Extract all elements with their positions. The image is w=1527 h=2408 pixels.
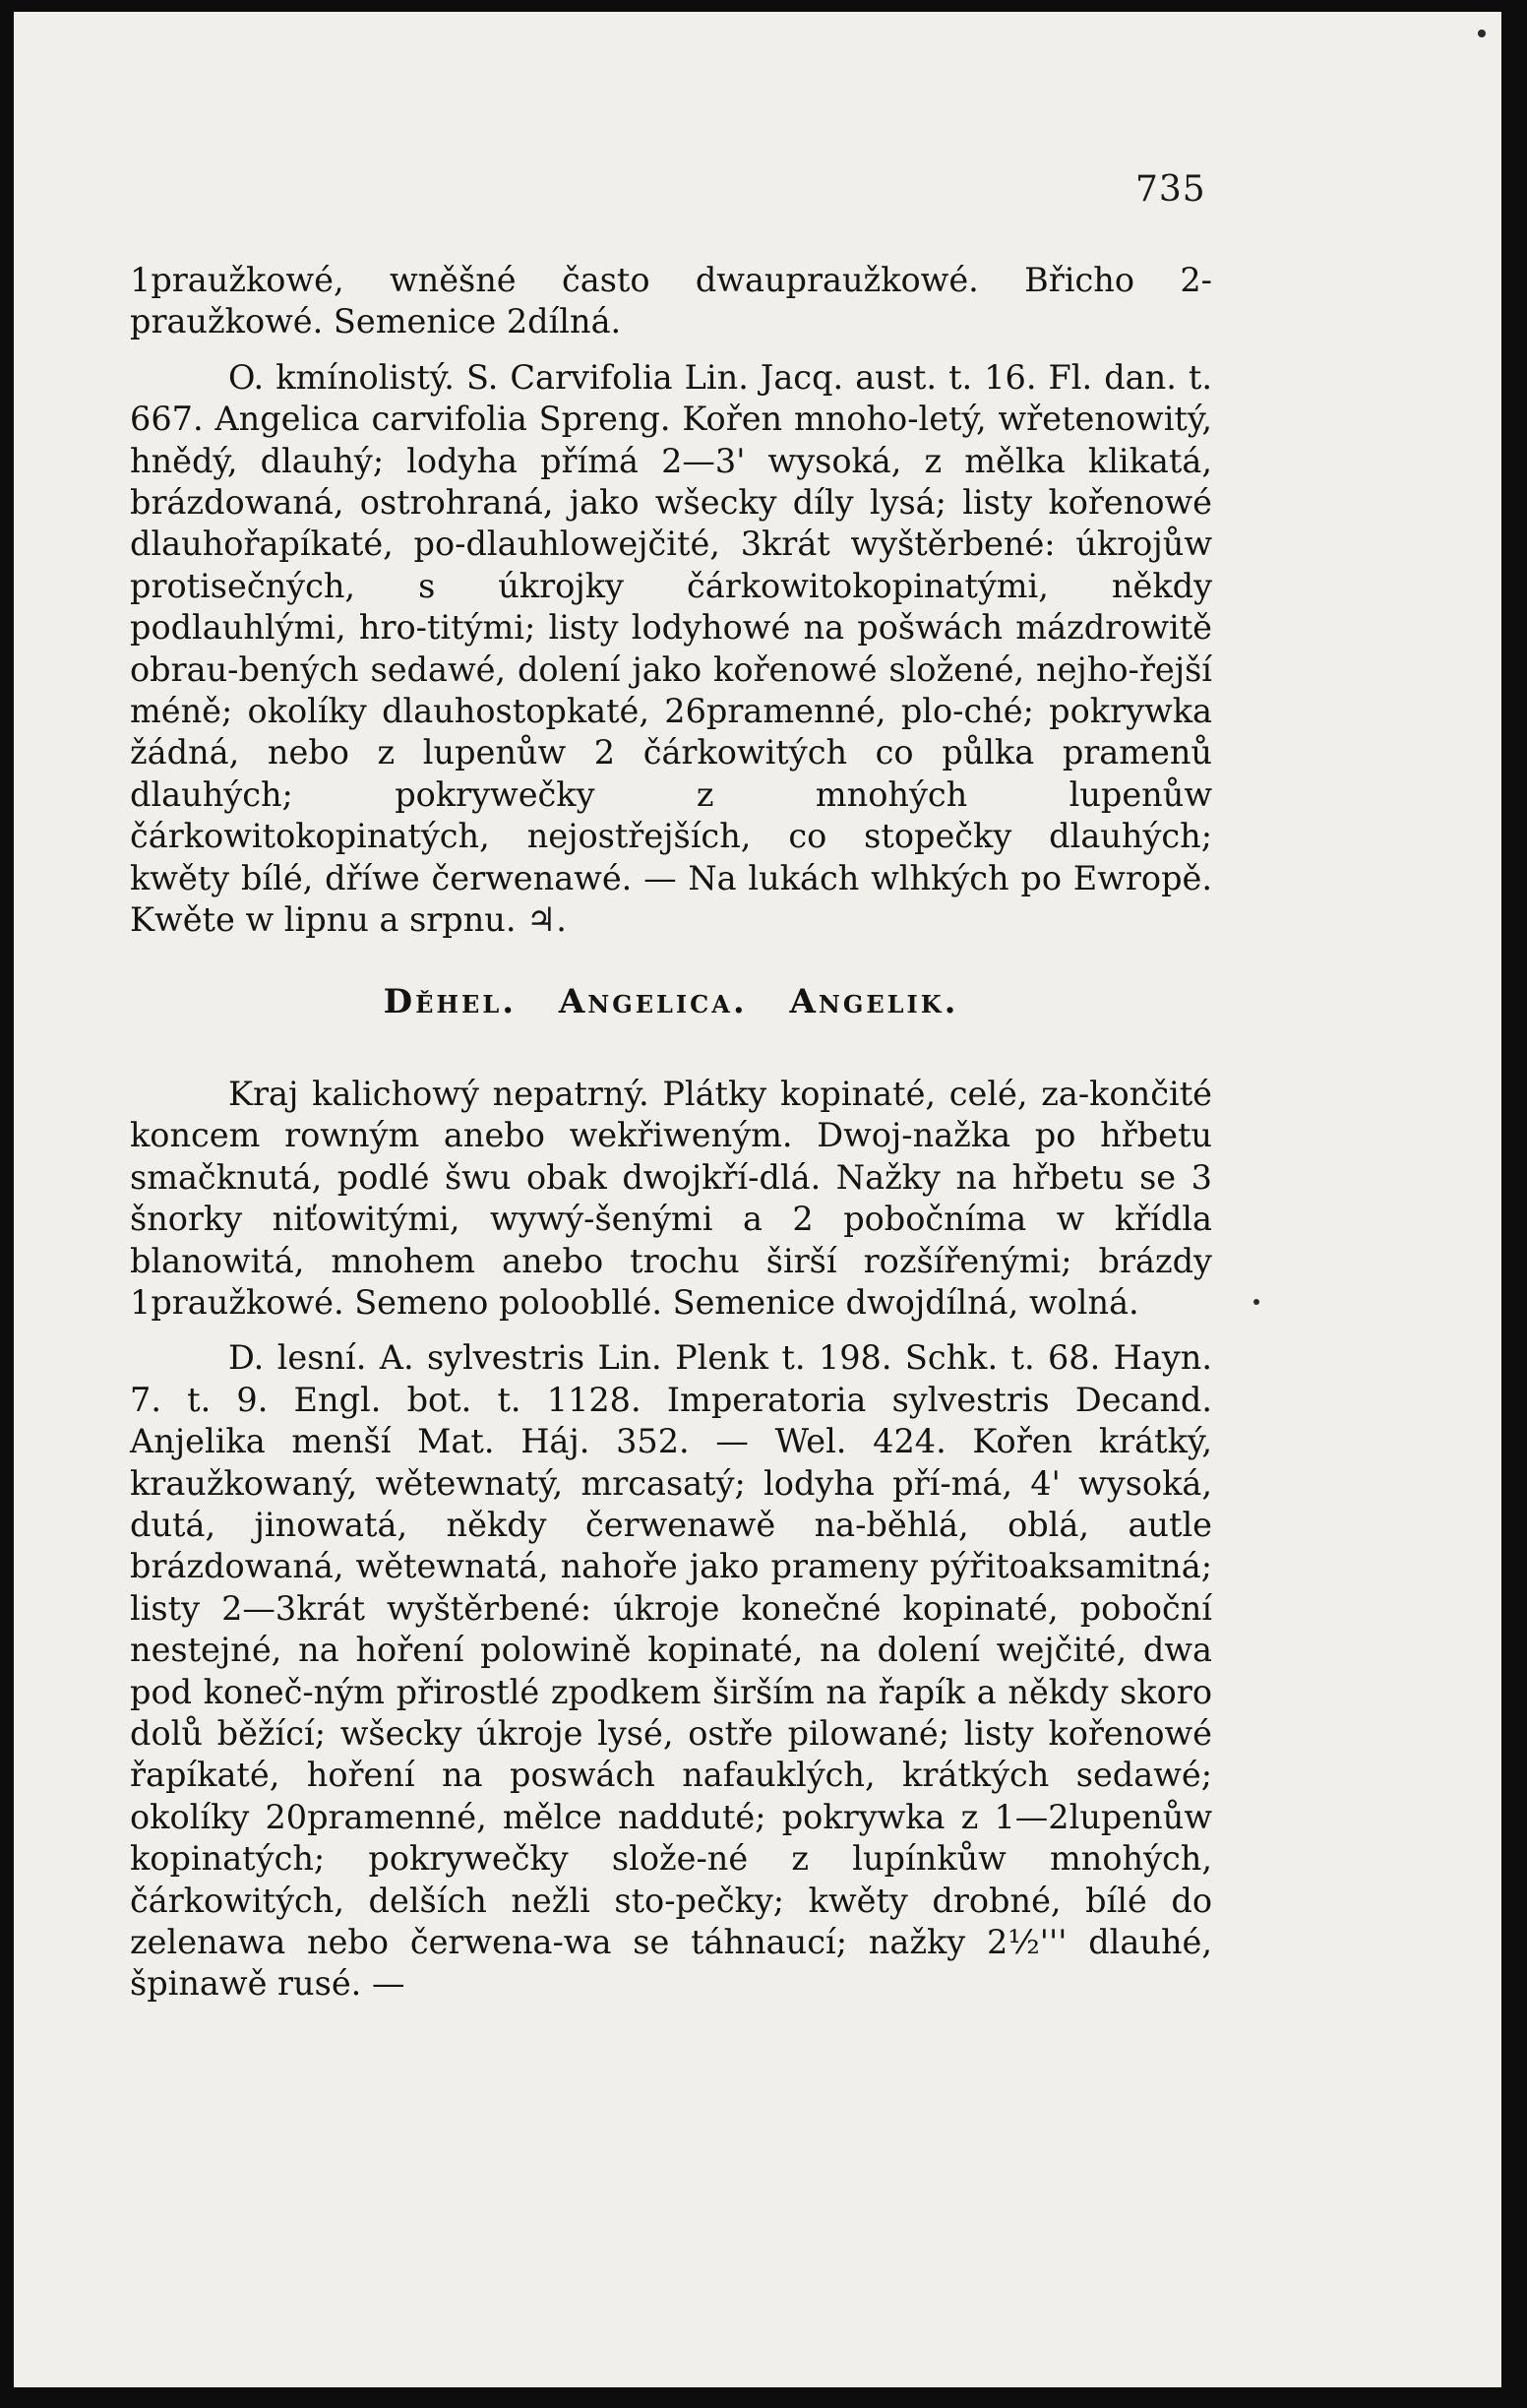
genus-name-latin: Angelica. bbox=[558, 981, 748, 1021]
genus-name-czech: Děhel. bbox=[383, 981, 518, 1021]
genus-heading bbox=[130, 981, 1212, 1022]
genus-name-german: Angelik. bbox=[789, 981, 959, 1021]
ink-speck bbox=[1253, 1299, 1259, 1305]
body-text bbox=[130, 260, 1212, 2006]
paragraph-genus-description: Kraj kalichowý nepatrný. Plátky kopinaté, celé, za-končité koncem rowným anebo wekřiweným. Dwoj-nažka po hřbetu smačknutá, podlé šwu obak dwojkří-dlá. Nažky na hřbetu se 3 šnorky niťowitými, wywý-šenými a 2 pobočníma w křídla blanowitá, mnohem anebo trochu širší rozšířenými; brázdy 1praužkowé. Semeno poloobllé. Semenice dwojdílná, wolná. bbox=[130, 1074, 1212, 1322]
paragraph-species-sylvestris: D. lesní. A. sylvestris Lin. Plenk t. 198. Schk. t. 68. Hayn. 7. t. 9. Engl. bot. t. 1128. Imperatoria sylvestris Decand. Anjelika menší Mat. Háj. 352. — Wel. 424. Kořen krátký, kraužkowaný, wětewnatý, mrcasatý; lodyha pří-má, 4' wysoká, dutá, jinowatá, někdy čerwenawě na-běhlá, oblá, autle brázdowaná, wětewnatá, nahoře jako prameny pýřitoaksamitná; listy 2—3krát wyštěrbené: úkroje konečné kopinaté, poboční nestejné, na hoření polowině kopinaté, na dolení wejčité, dwa pod koneč-ným přirostlé zpodkem širším na řapík a někdy skoro dolů běžící; wšecky úkroje lysé, ostře pilowané; listy kořenowé řapíkaté, hoření na poswách nafauklých, krátkých sedawé; okolíky 20pramenné, mělce nadduté; pokrywka z 1—2lupenůw kopinatých; pokrywečky slože-né z lupínkůw mnohých, čárkowitých, delších nežli sto-pečky; kwěty drobné, bílé do zelenawa nebo čerwena-wa se táhnaucí; nažky 2½''' dlauhé, špinawě rusé. — bbox=[130, 1338, 1212, 2004]
paragraph-species-carvifolia: O. kmínolistý. S. Carvifolia Lin. Jacq. aust. t. 16. Fl. dan. t. 667. Angelica carvifolia Spreng. Kořen mnoho-letý, wřetenowitý, hnědý, dlauhý; lodyha přímá 2—3' wysoká, z mělka klikatá, brázdowaná, ostrohraná, jako wšecky díly lysá; listy kořenowé dlauhořapíkaté, po-dlauhlowejčité, 3krát wyštěrbené: úkrojůw protisečných, s úkrojky čárkowitokopinatými, někdy podlauhlými, hro-titými; listy lodyhowé na pošwách mázdrowitě obrau-bených sedawé, dolení jako kořenowé složené, nejho-řejší méně; okolíky dlauhostopkaté, 26pramenné, plo-ché; pokrywka žádná, nebo z lupenůw 2 čárkowitých co půlka pramenů dlauhých; pokrywečky z mnohých lupenůw čárkowitokopinatých, nejostřejších, co stopečky dlauhých; kwěty bílé, dříwe čerwenawé. — Na lukách wlhkých po Ewropě. Kwěte w lipnu a srpnu. ♃. bbox=[130, 357, 1212, 940]
page-number: 735 bbox=[1135, 169, 1206, 210]
paragraph-continuation: 1praužkowé, wněšné často dwaupraužkowé. Břicho 2-praužkowé. Semenice 2dílná. bbox=[130, 261, 1212, 341]
ink-speck bbox=[1478, 30, 1486, 37]
book-page bbox=[14, 12, 1501, 2387]
